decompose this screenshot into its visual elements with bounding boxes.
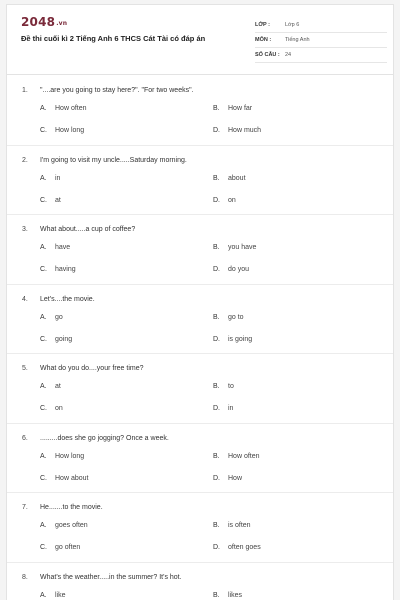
option-letter: B. bbox=[213, 174, 220, 182]
meta-key: SỐ CÂU : bbox=[255, 52, 280, 58]
answer-option[interactable] bbox=[213, 522, 251, 529]
question-text: "....are you going to stay here?". "For two weeks". bbox=[40, 87, 194, 94]
question-text: I'm going to visit my uncle.....Saturday morning. bbox=[40, 156, 187, 164]
option-letter: D. bbox=[213, 405, 220, 412]
answer-option[interactable] bbox=[40, 475, 88, 482]
answer-option[interactable] bbox=[213, 544, 261, 551]
answer-option[interactable] bbox=[40, 383, 61, 390]
meta-row-subject bbox=[255, 33, 387, 48]
answer-option[interactable] bbox=[40, 544, 80, 551]
option-text: in bbox=[228, 405, 234, 412]
option-letter: A. bbox=[40, 452, 47, 460]
option-text: is going bbox=[228, 335, 253, 343]
logo-tld: .vn bbox=[56, 20, 68, 27]
option-letter: C. bbox=[40, 474, 47, 482]
option-letter: B. bbox=[213, 383, 220, 390]
option-text: How far bbox=[228, 105, 253, 112]
option-letter: A. bbox=[40, 383, 47, 390]
question-item bbox=[7, 76, 393, 146]
answer-option[interactable] bbox=[213, 592, 242, 599]
question-text: Let's....the movie. bbox=[40, 295, 95, 303]
question-number: 4. bbox=[22, 295, 28, 303]
question-list bbox=[7, 76, 393, 600]
option-text: to bbox=[228, 383, 234, 390]
option-letter: A. bbox=[40, 522, 47, 529]
answer-option[interactable] bbox=[40, 105, 87, 112]
answer-option[interactable] bbox=[213, 383, 234, 390]
option-letter: C. bbox=[40, 196, 47, 204]
option-text: How much bbox=[228, 127, 262, 134]
question-item bbox=[7, 354, 393, 424]
option-letter: D. bbox=[213, 335, 220, 343]
option-letter: A. bbox=[40, 105, 47, 112]
logo-text: 2048 bbox=[21, 15, 56, 29]
meta-row-count bbox=[255, 48, 387, 63]
option-letter: C. bbox=[40, 405, 47, 412]
meta-value: Lớp 6 bbox=[285, 22, 300, 28]
option-letter: A. bbox=[40, 313, 47, 321]
option-letter: D. bbox=[213, 544, 220, 551]
answer-option[interactable] bbox=[213, 266, 249, 273]
option-text: at bbox=[55, 196, 61, 204]
exam-title: Đề thi cuối kì 2 Tiếng Anh 6 THCS Cát Tài có đáp án bbox=[21, 34, 206, 43]
option-letter: C. bbox=[40, 335, 47, 343]
answer-option[interactable] bbox=[213, 336, 252, 343]
question-number: 2. bbox=[22, 156, 28, 164]
option-text: How long bbox=[55, 127, 85, 134]
option-letter: B. bbox=[213, 452, 220, 460]
option-text: go often bbox=[55, 544, 81, 551]
option-text: like bbox=[55, 591, 66, 599]
answer-option[interactable] bbox=[40, 453, 84, 460]
answer-option[interactable] bbox=[213, 197, 236, 204]
option-text: How long bbox=[55, 452, 85, 460]
option-text: likes bbox=[228, 591, 243, 599]
option-letter: A. bbox=[40, 591, 47, 599]
option-letter: B. bbox=[213, 105, 220, 112]
question-text: What do you do....your free time? bbox=[40, 365, 144, 372]
option-letter: C. bbox=[40, 127, 47, 134]
option-letter: D. bbox=[213, 196, 220, 204]
option-letter: B. bbox=[213, 313, 220, 321]
meta-value: 24 bbox=[285, 52, 292, 58]
question-number: 6. bbox=[22, 434, 28, 442]
question-text: What about.....a cup of coffee? bbox=[40, 226, 136, 233]
option-text: having bbox=[55, 266, 76, 273]
option-letter: C. bbox=[40, 266, 47, 273]
option-letter: B. bbox=[213, 591, 220, 599]
answer-option[interactable] bbox=[213, 475, 242, 482]
answer-option[interactable] bbox=[213, 405, 233, 412]
exam-meta bbox=[255, 18, 387, 63]
option-letter: B. bbox=[213, 522, 220, 529]
answer-option[interactable] bbox=[40, 244, 70, 251]
answer-option[interactable] bbox=[40, 266, 76, 273]
question-item bbox=[7, 563, 393, 600]
question-number: 5. bbox=[22, 365, 28, 372]
site-logo[interactable] bbox=[21, 15, 67, 29]
question-number: 1. bbox=[22, 87, 28, 94]
option-text: do you bbox=[228, 266, 250, 273]
answer-option[interactable] bbox=[40, 405, 63, 412]
question-number: 7. bbox=[22, 504, 28, 511]
option-text: about bbox=[228, 174, 246, 182]
answer-option[interactable] bbox=[213, 175, 246, 182]
exam-sheet bbox=[6, 4, 394, 600]
question-item bbox=[7, 424, 393, 494]
question-number: 3. bbox=[22, 226, 28, 233]
option-text: go to bbox=[228, 313, 244, 321]
meta-key: LỚP : bbox=[255, 22, 270, 28]
header-divider bbox=[7, 74, 393, 75]
option-text: have bbox=[55, 244, 71, 251]
option-text: going bbox=[55, 335, 73, 343]
option-text: How about bbox=[55, 474, 89, 482]
question-number: 8. bbox=[22, 573, 28, 581]
option-letter: A. bbox=[40, 244, 47, 251]
question-item bbox=[7, 285, 393, 355]
option-text: at bbox=[55, 383, 61, 390]
answer-option[interactable] bbox=[40, 592, 66, 599]
meta-value: Tiếng Anh bbox=[285, 37, 310, 43]
answer-option[interactable] bbox=[213, 105, 252, 112]
option-letter: D. bbox=[213, 266, 220, 273]
option-text: go bbox=[55, 313, 63, 321]
question-text: What's the weather.....in the summer? It's hot. bbox=[40, 573, 182, 581]
question-item bbox=[7, 493, 393, 563]
answer-option[interactable] bbox=[213, 244, 256, 251]
answer-option[interactable] bbox=[40, 197, 61, 204]
answer-option[interactable] bbox=[40, 522, 88, 529]
answer-option[interactable] bbox=[40, 127, 84, 134]
answer-option[interactable] bbox=[40, 314, 63, 321]
meta-row-class bbox=[255, 18, 387, 33]
option-text: goes often bbox=[55, 522, 88, 529]
answer-option[interactable] bbox=[40, 336, 72, 343]
option-letter: D. bbox=[213, 127, 220, 134]
option-text: often goes bbox=[228, 544, 261, 551]
meta-key: MÔN : bbox=[255, 37, 272, 43]
exam-header bbox=[7, 5, 393, 69]
question-text: .........does she go jogging? Once a week. bbox=[40, 434, 169, 442]
option-text: How often bbox=[55, 105, 87, 112]
answer-option[interactable] bbox=[213, 453, 260, 460]
option-text: you have bbox=[228, 244, 257, 251]
option-letter: B. bbox=[213, 244, 220, 251]
question-item bbox=[7, 215, 393, 285]
option-text: in bbox=[55, 174, 61, 182]
option-letter: A. bbox=[40, 174, 47, 182]
question-item bbox=[7, 146, 393, 216]
option-text: on bbox=[228, 196, 236, 204]
answer-option[interactable] bbox=[213, 127, 261, 134]
option-text: on bbox=[55, 405, 63, 412]
option-text: How bbox=[228, 474, 243, 482]
answer-option[interactable] bbox=[40, 175, 60, 182]
question-text: He.......to the movie. bbox=[40, 504, 103, 511]
option-letter: C. bbox=[40, 544, 47, 551]
answer-option[interactable] bbox=[213, 314, 244, 321]
option-letter: D. bbox=[213, 474, 220, 482]
option-text: How often bbox=[228, 452, 260, 460]
option-text: is often bbox=[228, 522, 251, 529]
